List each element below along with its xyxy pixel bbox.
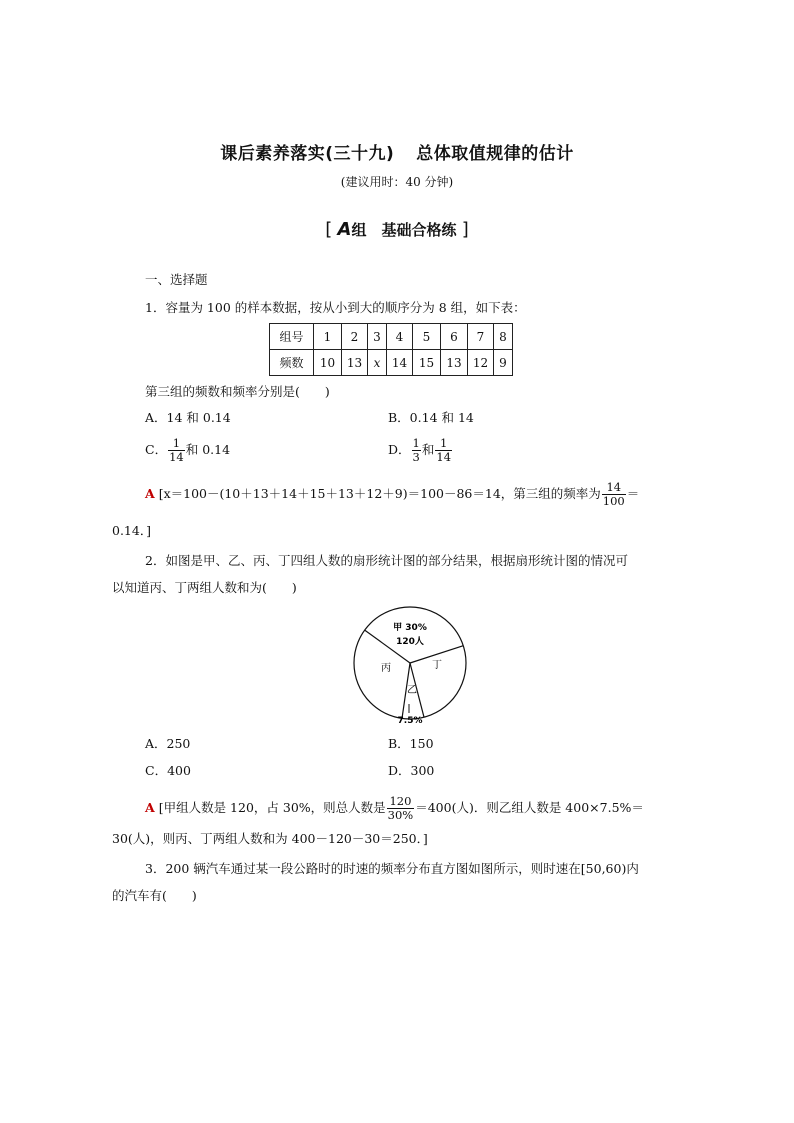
q2-option-b: B．150 xyxy=(388,736,434,751)
table-cell: 6 xyxy=(441,324,468,350)
fraction: $\frac{1}{3}$ xyxy=(412,436,420,464)
table-cell: x xyxy=(368,350,387,376)
table-cell: 5 xyxy=(413,324,441,350)
fraction: $\frac{1}{14}$ xyxy=(169,436,184,464)
table-cell: 组号 xyxy=(270,324,314,350)
q1-solution-line2: 0.14．] xyxy=(112,523,151,538)
q1-option-b: B．0.14 和 14 xyxy=(388,410,474,425)
group-heading: [ A组 基础合格练 ] xyxy=(325,219,469,240)
q2-option-a: A．250 xyxy=(145,736,191,751)
q1-solution: A [x＝100－(10＋13＋14＋15＋13＋12＋9)＝100－86＝14，第三组的频率为 $\frac{14}{100}$ ＝ xyxy=(145,480,640,508)
suggested-time: (建议用时：40 分钟) xyxy=(340,175,454,189)
table-cell: 13 xyxy=(342,350,368,376)
table-cell: 2 xyxy=(342,324,368,350)
fraction: $\frac{120}{30\%}$ xyxy=(387,794,414,822)
section-heading: 一、选择题 xyxy=(145,272,208,287)
q2-option-d: D．300 xyxy=(388,763,435,778)
q2-option-c: C．400 xyxy=(145,763,191,778)
table-cell: 15 xyxy=(413,350,441,376)
pie-label-yi-pct: 7.5% xyxy=(397,716,423,726)
group-label: 组 基础合格练 xyxy=(351,221,457,239)
pie-label-jia-count: 120人 xyxy=(396,637,424,647)
pie-label-ding: 丁 xyxy=(432,660,442,671)
table-cell: 1 xyxy=(314,324,342,350)
table-cell: 12 xyxy=(468,350,494,376)
q1-answer: A xyxy=(145,486,155,501)
q1-option-d: D． $\frac{1}{3}$ 和 $\frac{1}{14}$ xyxy=(388,436,452,464)
table-cell: 8 xyxy=(494,324,513,350)
table-cell: 14 xyxy=(387,350,413,376)
table-row xyxy=(270,324,513,350)
pie-label-jia-pct: 甲 30% xyxy=(393,623,427,633)
group-letter: A xyxy=(337,219,352,240)
table-cell: 7 xyxy=(468,324,494,350)
table-cell: 9 xyxy=(494,350,513,376)
q2-stem-line2: 以知道丙、丁两组人数和为( ) xyxy=(112,580,297,595)
table-cell: 频数 xyxy=(270,350,314,376)
q1-stem: 1．容量为 100 的样本数据，按从小到大的顺序分为 8 组，如下表： xyxy=(145,300,526,315)
table-cell: 13 xyxy=(441,350,468,376)
q2-answer: A xyxy=(145,800,155,815)
q3-stem-line2: 的汽车有( ) xyxy=(112,888,197,903)
q2-solution: A [甲组人数是 120，占 30%，则总人数是 $\frac{120}{30\%}$ ＝400(人)．则乙组人数是 400×7.5%＝ xyxy=(145,794,644,822)
table-cell: 4 xyxy=(387,324,413,350)
pie-label-bing: 丙 xyxy=(381,663,391,674)
pie-chart xyxy=(350,602,470,728)
table-cell: 3 xyxy=(368,324,387,350)
q1-frequency-table xyxy=(269,323,513,376)
q1-option-c: C． $\frac{1}{14}$ 和 0.14 xyxy=(145,436,231,464)
table-cell: 10 xyxy=(314,350,342,376)
pie-label-yi: 乙 xyxy=(407,685,417,696)
table-row xyxy=(270,350,513,376)
q1-option-a: A．14 和 0.14 xyxy=(145,410,231,425)
fraction: $\frac{1}{14}$ xyxy=(436,436,452,464)
q2-solution-line2: 30(人)，则丙、丁两组人数和为 400－120－30＝250．] xyxy=(112,831,428,846)
q3-stem-line1: 3．200 辆汽车通过某一段公路时的时速的频率分布直方图如图所示，则时速在[50,60)内 xyxy=(145,861,639,876)
title-main: 课后素养落实(三十九) xyxy=(220,144,395,164)
q2-stem-line1: 2．如图是甲、乙、丙、丁四组人数的扇形统计图的部分结果，根据扇形统计图的情况可 xyxy=(145,553,628,568)
q1-question: 第三组的频数和频率分别是( ) xyxy=(145,384,330,399)
fraction: $\frac{14}{100}$ xyxy=(602,480,625,508)
page-title xyxy=(0,139,794,164)
title-topic: 总体取值规律的估计 xyxy=(416,144,574,164)
